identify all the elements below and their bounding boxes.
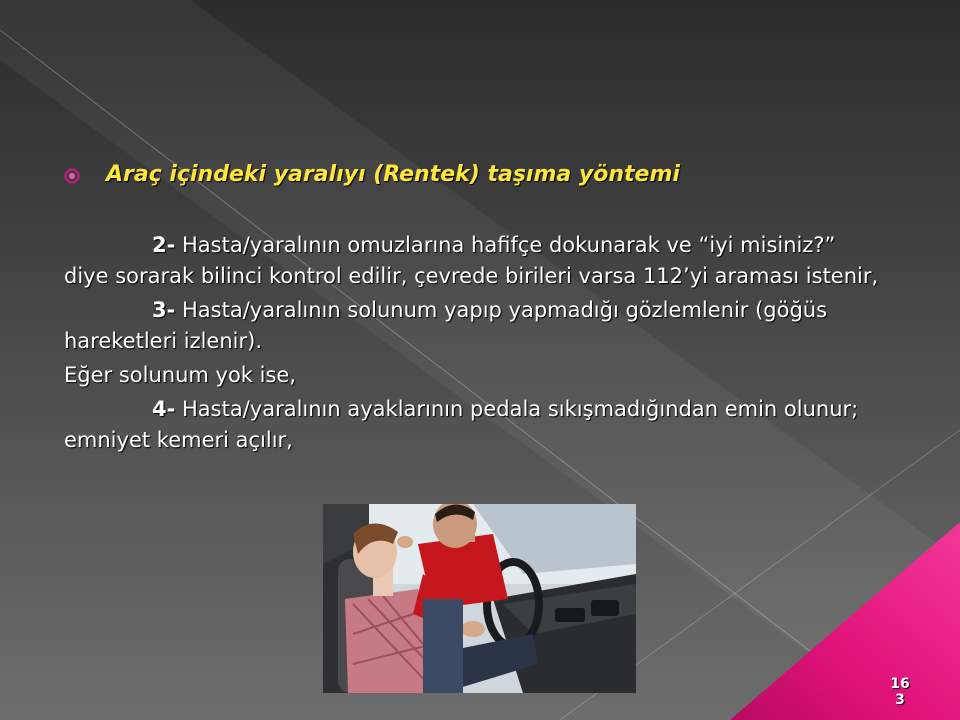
step-text: Hasta/yaralının ayaklarının pedala sıkışmadığından emin olunur; emniyet kemeri açılır, — [64, 397, 859, 452]
step-number: 3- — [152, 298, 176, 322]
step-number: 4- — [152, 397, 176, 421]
target-bullet-icon — [64, 168, 80, 184]
title-row — [64, 160, 924, 194]
step-text: Hasta/yaralının omuzlarına hafifçe dokunarak ve “iyi misiniz?” diye sorarak bilinci kontrol edilir, çevrede birileri varsa 112’yi araması istenir, — [64, 233, 879, 288]
step-number: 2- — [152, 233, 176, 257]
paragraph-step-4 — [64, 394, 884, 456]
paragraph-step-2 — [64, 230, 884, 292]
paragraph-step-3 — [64, 295, 884, 357]
body-text — [64, 230, 884, 456]
rescue-photo — [323, 504, 636, 693]
paragraph-no-breathing — [64, 360, 884, 391]
step-text: Hasta/yaralının solunum yapıp yapmadığı gözlemlenir (göğüs hareketleri izlenir). — [64, 298, 828, 353]
step-text: Eğer solunum yok ise, — [64, 363, 296, 387]
page-number: 16 3 — [890, 676, 910, 708]
slide-title: Araç içindeki yaralıyı (Rentek) taşıma yöntemi — [106, 162, 680, 187]
car-rescue-illustration — [323, 504, 636, 693]
